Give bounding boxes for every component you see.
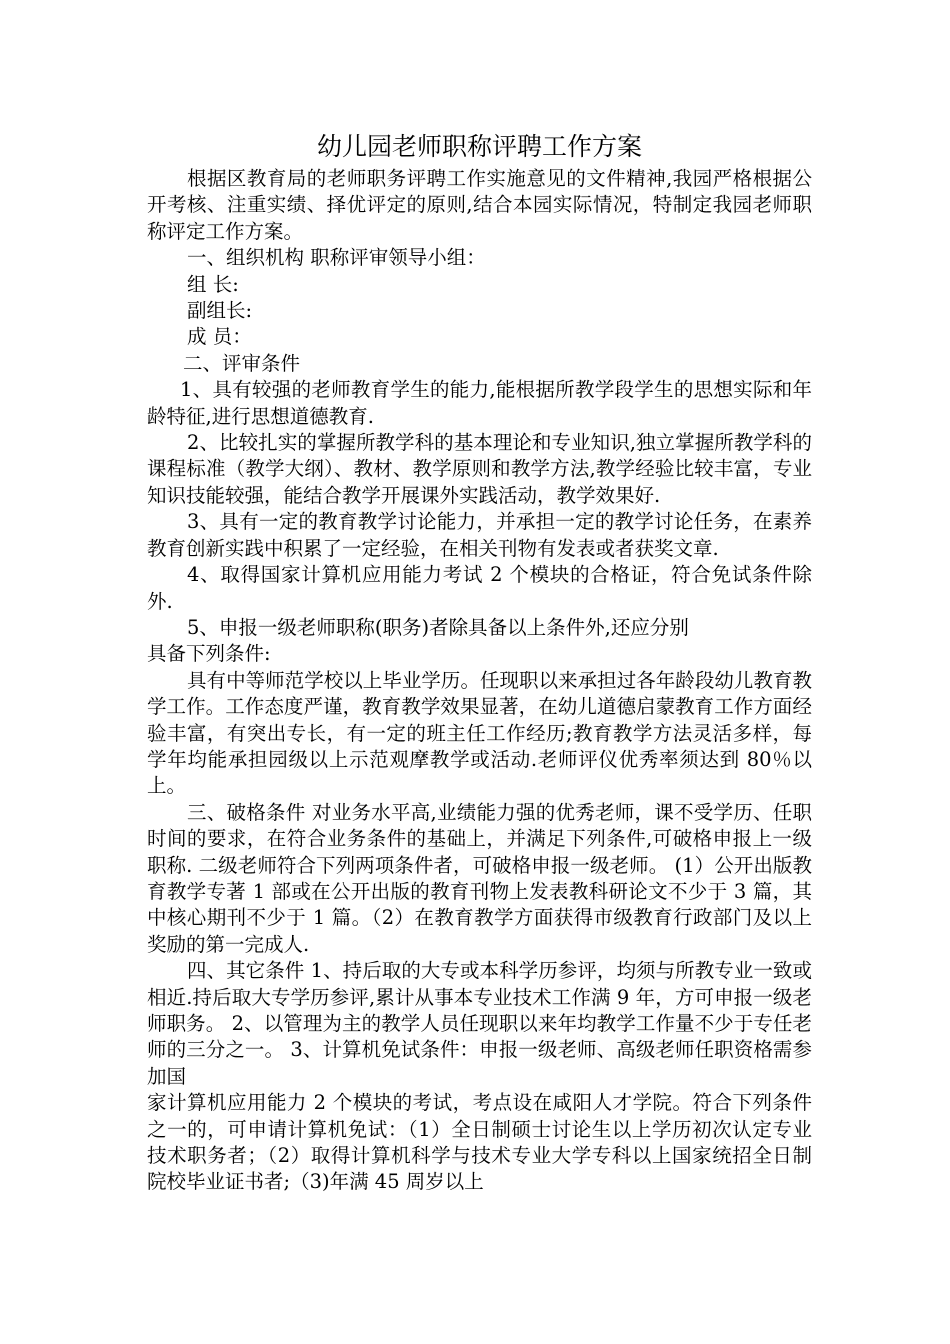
paragraph-section-2-conditions: 二、评审条件	[183, 351, 301, 375]
paragraph-condition-3: 3、具有一定的教育教学讨论能力，并承担一定的教学讨论任务，在素养教育创新实践中积累了一定经验，在相关刊物有发表或者获奖文章.	[147, 510, 812, 560]
paragraph-section-1-organization: 一、组织机构 职称评审领导小组：	[187, 246, 486, 270]
paragraph-computer-exemption: 家计算机应用能力 2 个模块的考试，考点设在咸阳人才学院。符合下列条件之一的，可申请计算机免试：（1）全日制硕士讨论生以上学历初次认定专业技术职务者；（2）取得计算机科学与技术专业大学专科以上国家统招全日制院校毕业证书者;（3)年满 45 周岁以上	[147, 1091, 812, 1194]
paragraph-condition-4: 4、取得国家计算机应用能力考试 2 个模块的合格证，符合免试条件除外.	[147, 563, 812, 613]
paragraph-condition-1: 1、具有较强的老师教育学生的能力,能根据所教学段学生的思想实际和年龄特征,进行思想道德教育.	[147, 378, 812, 428]
paragraph-group-leader: 组 长:	[187, 272, 239, 296]
paragraph-condition-2: 2、比较扎实的掌握所教学科的基本理论和专业知识,独立掌握所教学科的课程标准（教学大纲）、教材、教学原则和教学方法,教学经验比较丰富，专业知识技能较强，能结合教学开展课外实践活动，教学效果好.	[147, 431, 812, 507]
paragraph-condition-5-continued: 具备下列条件:	[147, 642, 271, 666]
paragraph-level-1-requirements: 具有中等师范学校以上毕业学历。任现职以来承担过各年龄段幼儿教育教学工作。工作态度严谨，教育教学效果显著，在幼儿道德启蒙教育工作方面经验丰富，有突出专长，有一定的班主任工作经历;教育教学方法灵活多样，每学年均能承担园级以上示范观摩教学或活动.老师评仪优秀率须达到 80％以上。	[147, 668, 812, 798]
paragraph-deputy-leader: 副组长:	[187, 299, 253, 323]
paragraph-intro: 根据区教育局的老师职务评聘工作实施意见的文件精神,我园严格根据公开考核、注重实绩、择优评定的原则,结合本园实际情况，特制定我园老师职称评定工作方案。	[147, 167, 812, 243]
paragraph-section-3-exceptional: 三、破格条件 对业务水平高,业绩能力强的优秀老师，课不受学历、任职时间的要求，在符合业务条件的基础上，并满足下列条件,可破格申报上一级职称. 二级老师符合下列两项条件者，可破格申报一级老师。 (1）公开出版教育教学专著 1 部或在公开出版的教育刊物上发表教科研论文不少于 3 篇，其中核心期刊不少于 1 篇。（2）在教育教学方面获得市级教育行政部门及以上奖励的第一完成人.	[147, 800, 812, 956]
document-title: 幼儿园老师职称评聘工作方案	[316, 132, 642, 161]
paragraph-section-4-other: 四、其它条件 1、持后取的大专或本科学历参评，均须与所教专业一致或相近.持后取大专学历参评,累计从事本专业技术工作满 9 年，方可申报一级老师职务。 2、以管理为主的教学人员任现职以来年均教学工作量不少于专任老师的三分之一。 3、计算机免试条件：申报一级老师、高级老师任职资格需参加国	[147, 959, 812, 1088]
document-body	[147, 128, 812, 1196]
paragraph-members: 成 员：	[187, 325, 252, 349]
paragraph-condition-5: 5、申报一级老师职称(职务)者除具备以上条件外,还应分别	[187, 615, 689, 639]
